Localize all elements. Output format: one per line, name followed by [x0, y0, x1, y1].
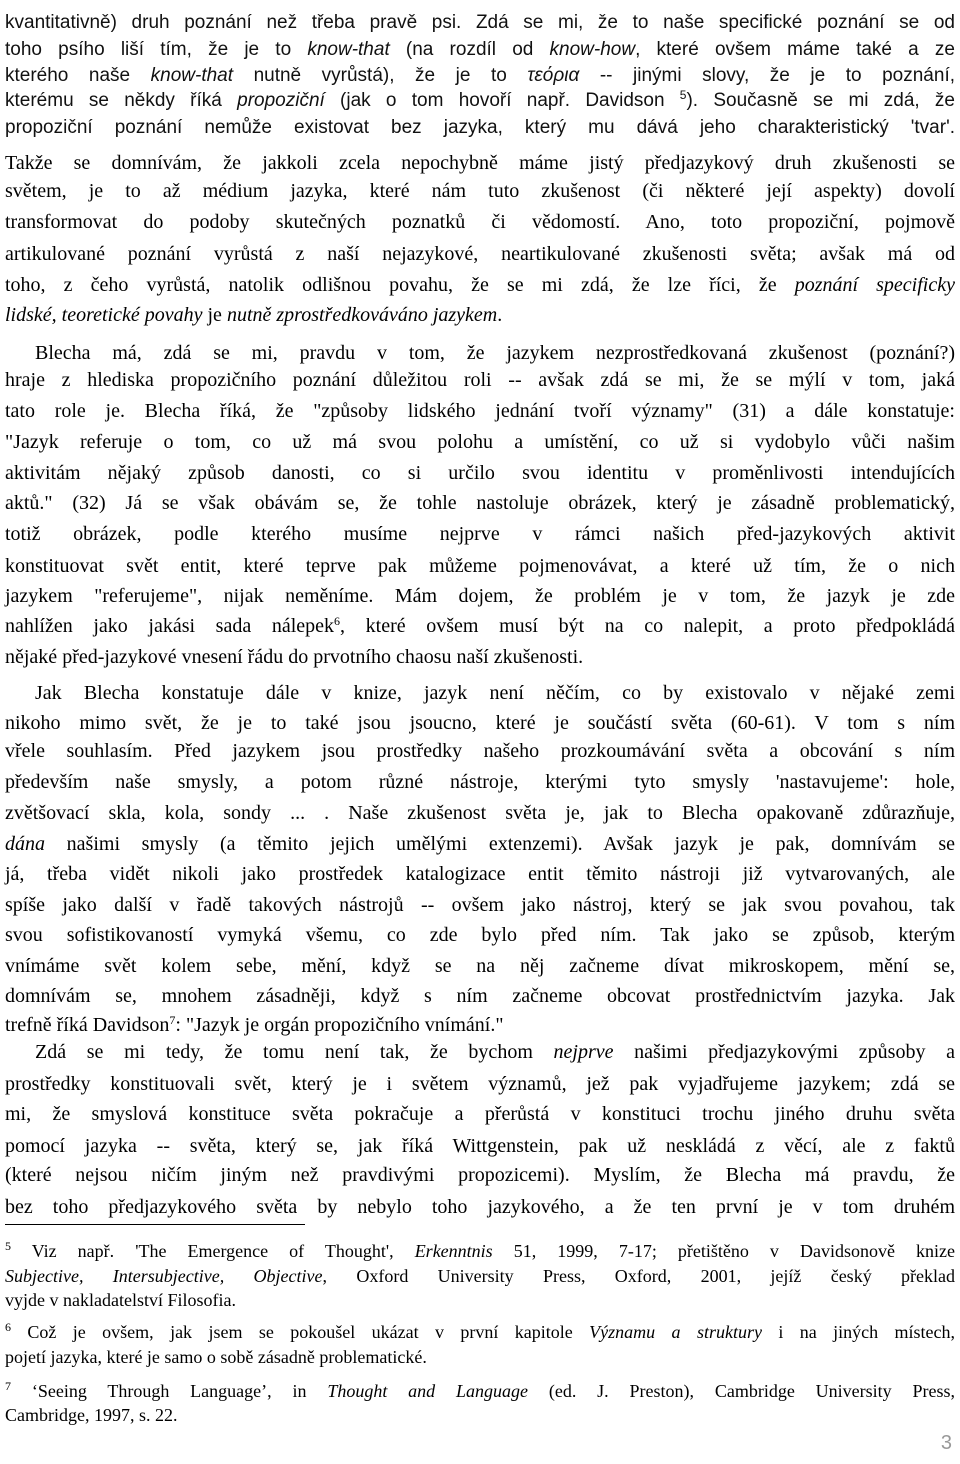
footnote-line: Subjective, Intersubjective, Objective, Oxford University Press, Oxford, 2001, jejíž český překlad	[5, 1266, 955, 1286]
footnote-line: vyjde v nakladatelství Filosofia.	[5, 1290, 236, 1310]
text-line: vřele souhlasím. Před jazykem jsou prostředky našeho prozkoumávání světa a obcování s ním	[5, 740, 955, 762]
text-line: dána našimi smysly (a těmito jejich umělými extenzemi). Avšak jazyk je pak, domnívám se	[5, 833, 955, 855]
footnote-line: pojetí jazyka, které je samo o sobě zásadně problematické.	[5, 1347, 427, 1367]
text-line: bez toho předjazykového světa by nebylo toho jazykového, a že ten první je v tom druhém	[5, 1196, 955, 1218]
text-line: toho psího liší tím, že je to know-that (na rozdíl od know-how, které ovšem máme také a ze	[5, 39, 955, 60]
text-line: zvětšovací skla, kola, sondy ... . Naše zkušenost světa je, jak to Blecha opakovaně zdůrazňuje,	[5, 802, 955, 824]
text-line: svou sofistikovaností vymyká všemu, co zde bylo před ním. Tak jako se způsob, kterým	[5, 924, 955, 946]
text-line: nikoho mimo svět, že je to také jsou jsoucno, které je součástí světa (60-61). V tom s ním	[5, 712, 955, 734]
text-line: (které nejsou ničím jiným než pravdivými propozicemi). Myslím, že Blecha má pravdu, že	[5, 1164, 955, 1186]
text-line: pomocí jazyka -- světa, který se, jak říká Wittgenstein, pak už neskládá z věcí, ale z faktů	[5, 1135, 955, 1157]
text-line: nahlížen jako jakási sada nálepek$^6$, které ovšem musí být na co nalepit, a proto předpokládá	[5, 614, 955, 637]
text-line: mi, že smyslová konstituce světa pokračuje a přerůstá v konstituci trochu jiného druhu světa	[5, 1103, 955, 1125]
text-line: spíše jako další v řadě takových nástrojů -- ovšem jako nástroj, který se jak svou povahou, tak	[5, 894, 955, 916]
text-line: Jak Blecha konstatuje dále v knize, jazyk není něčím, co by existovalo v nějaké zemi	[35, 682, 955, 704]
text-line: artikulované poznání vyrůstá z naší nejazykové, neartikulované zkušenosti světa; avšak má od	[5, 243, 955, 265]
text-line: světem, je to až médium jazyka, které nám tuto zkušenost (či některé její aspekty) dovolí	[5, 180, 955, 202]
text-line: "Jazyk referuje o tom, co už má svou polohu a umístění, co už si vydobylo vůči našim	[5, 431, 955, 453]
footnote-line: $^7$ ‘Seeing Through Language’, in Thought and Language (ed. J. Preston), Cambridge University Press,	[5, 1379, 956, 1401]
text-line: tato role je. Blecha říká, že "způsoby lidského jednání tvoří významy" (31) a dále konstatuje:	[5, 400, 955, 422]
text-line: kterého naše know-that nutně vyrůstá), že je to τεόρια -- jinými slovy, že je to poznání,	[5, 65, 955, 86]
text-line: aktů." (32) Já se však obávám se, že tohle nastoluje obrázek, který je zásadně problematický,	[5, 492, 955, 514]
footnote-line: $^5$ Viz např. 'The Emergence of Thought', Erkenntnis 51, 1999, 7-17; přetištěno v Davidsonově knize	[5, 1239, 955, 1261]
text-line: jazykem "referujeme", nijak neměníme. Mám dojem, že problém je v tom, že jazyk je zde	[5, 585, 955, 607]
text-line: nějaké před-jazykové vnesení řádu do prvotního chaosu naší zkušenosti.	[5, 646, 584, 668]
text-line: prostředky konstituovali svět, který je i světem významů, jež pak vyjadřujeme jazykem; zdá se	[5, 1073, 955, 1095]
text-line: lidské, teoretické povahy je nutně zprostředkováváno jazykem.	[5, 304, 503, 326]
text-line: kterému se někdy říká propoziční (jak o tom hovoří např. Davidson $^5$). Současně se mi zdá, že	[5, 88, 955, 111]
text-line: domnívám se, mnohem zásadněji, když s ním začneme obcovat prostřednictvím jazyka. Jak	[5, 985, 955, 1007]
text-line: hraje z hlediska propozičního poznání důležitou roli -- avšak zdá se mi, že se mýlí v tom, jaká	[5, 369, 955, 391]
text-line: toho, z čeho vyrůstá, natolik odlišnou povahu, že se mi zdá, že lze říci, že poznání specificky	[5, 274, 955, 296]
text-line: propoziční poznání nemůže existovat bez jazyka, který mu dává jeho charakteristický 'tvar'.	[5, 117, 955, 138]
text-line: totiž obrázek, podle kterého musíme nejprve v rámci našich před-jazykových aktivit	[5, 523, 955, 545]
page-number: 3	[940, 1432, 952, 1454]
text-line: aktivitám nějaký způsob danosti, co si určilo svou identitu v proměnlivosti intendujících	[5, 462, 955, 484]
text-line: konstituovat svět entit, které teprve pak můžeme pojmenovávat, a které už tím, že o nich	[5, 555, 955, 577]
footnote-line: $^6$ Což je ovšem, jak jsem se pokoušel ukázat v první kapitole Významu a struktury i na jiných místech,	[5, 1320, 956, 1342]
text-line: Takže se domnívám, že jakkoli zcela nepochybně máme jistý předjazykový druh zkušenosti se	[5, 152, 955, 174]
text-line: kvantitativně) druh poznání než třeba pravě psi. Zdá se mi, že to naše specifické poznání se od	[5, 12, 955, 33]
text-line: Blecha má, zdá se mi, pravdu v tom, že jazykem nezprostředkovaná zkušenost (poznání?)	[35, 342, 955, 364]
text-line: Zdá se mi tedy, že tomu není tak, že bychom nejprve našimi předjazykovými způsoby a	[35, 1041, 955, 1063]
footnote-line: Cambridge, 1997, s. 22.	[5, 1405, 178, 1425]
text-line: transformovat do podoby skutečných poznatků či vědomostí. Ano, toto propoziční, pojmově	[5, 211, 955, 233]
text-line: já, třeba vidět nikoli jako prostředek katalogizace entit těmito nástroji již vytvarovaných, ale	[5, 863, 955, 885]
text-line: trefně říká Davidson$^7$: "Jazyk je orgán propozičního vnímání."	[5, 1013, 504, 1036]
text-line: vnímáme svět kolem sebe, mění, když se na něj začneme dívat mikroskopem, mění se,	[5, 955, 955, 977]
text-line: především naše smysly, a potom různé nástroje, kterými tyto smysly 'nastavujeme': hole,	[5, 771, 955, 793]
footnote-separator	[5, 1224, 305, 1225]
